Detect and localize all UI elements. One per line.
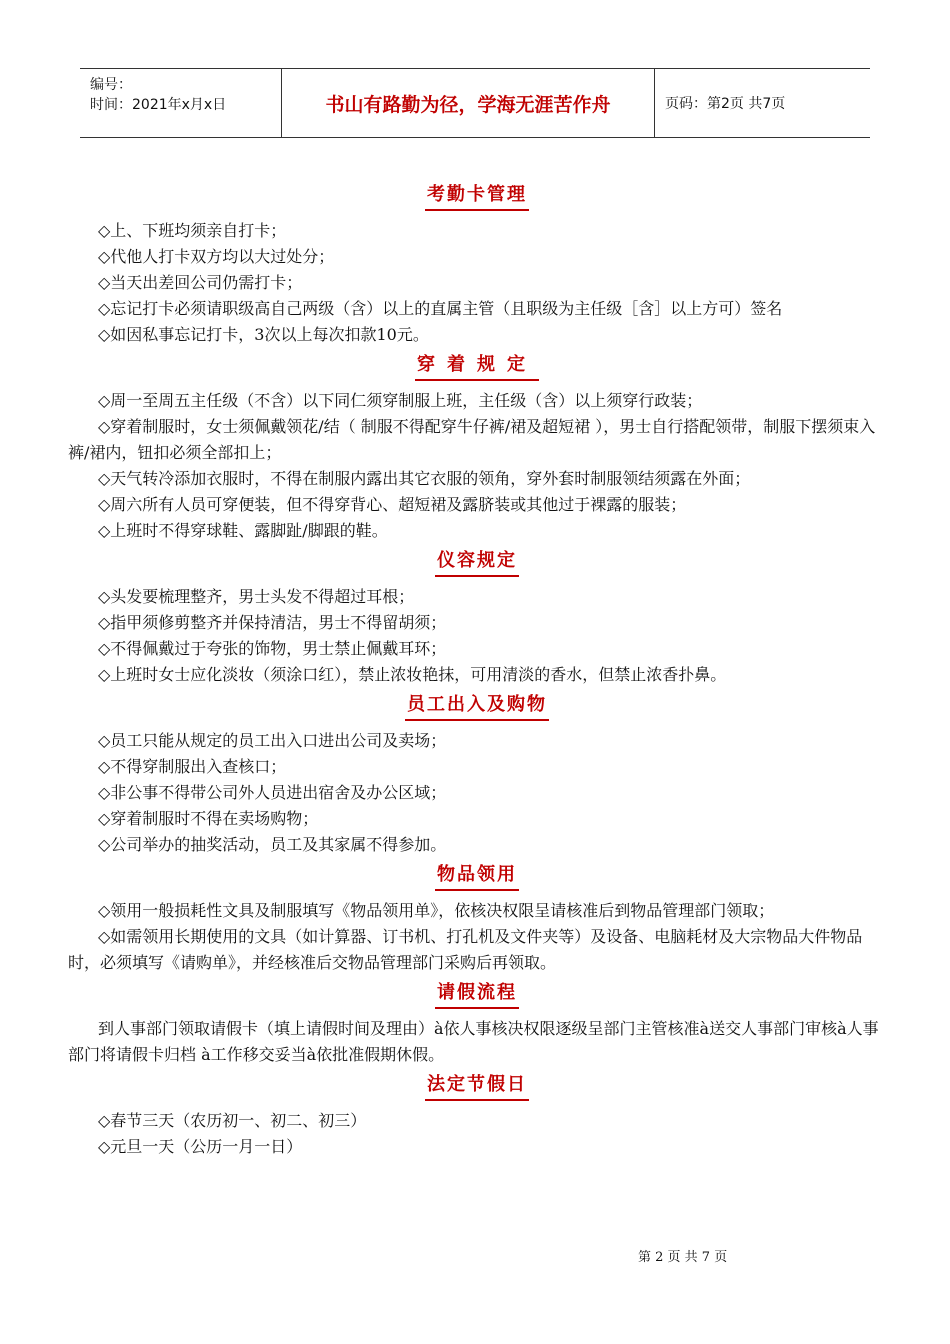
paragraph: ◇忘记打卡必须请职级高自己两级（含）以上的直属主管（且职级为主任级［含］以上方可）签名 bbox=[98, 299, 783, 318]
section-title: 请假流程 bbox=[68, 976, 886, 1010]
paragraph: ◇穿着制服时不得在卖场购物； bbox=[98, 809, 319, 828]
date-label: 时间：2021年x月x日 bbox=[90, 97, 227, 113]
paragraph: ◇周六所有人员可穿便装，但不得穿背心、超短裙及露脐装或其他过于裸露的服装； bbox=[98, 495, 687, 514]
paragraph: ◇不得佩戴过于夸张的饰物，男士禁止佩戴耳环； bbox=[98, 639, 447, 658]
paragraph: ◇公司举办的抽奖活动，员工及其家属不得参加。 bbox=[98, 835, 447, 854]
number-label: 编号： bbox=[90, 77, 132, 93]
paragraph: 到人事部门领取请假卡（填上请假时间及理由）à依人事核决权限逐级呈部门主管核准à送交人事部门审核à人事部门将请假卡归档 à工作移交妥当à依批准假期休假。 bbox=[68, 1019, 879, 1064]
section-title: 物品领用 bbox=[68, 858, 886, 892]
page-footer: 第 2 页 共 7 页 bbox=[638, 1250, 728, 1265]
paragraph: ◇上、下班均须亲自打卡； bbox=[98, 221, 287, 240]
section-title: 法定节假日 bbox=[68, 1068, 886, 1102]
header-meta-cell bbox=[80, 69, 282, 137]
paragraph: ◇元旦一天（公历一月一日） bbox=[98, 1137, 303, 1156]
paragraph: ◇员工只能从规定的员工出入口进出公司及卖场； bbox=[98, 731, 447, 750]
paragraph: ◇领用一般损耗性文具及制服填写《物品领用单》，依核决权限呈请核准后到物品管理部门领取； bbox=[98, 901, 775, 920]
paragraph: ◇如因私事忘记打卡，3次以上每次扣款10元。 bbox=[98, 325, 429, 344]
paragraph: ◇指甲须修剪整齐并保持清洁，男士不得留胡须； bbox=[98, 613, 447, 632]
paragraph: ◇头发要梳理整齐，男士头发不得超过耳根； bbox=[98, 587, 415, 606]
section-title: 仪容规定 bbox=[68, 544, 886, 578]
paragraph: ◇周一至周五主任级（不含）以下同仁须穿制服上班，主任级（含）以上须穿行政装； bbox=[98, 391, 703, 410]
paragraph: ◇不得穿制服出入查核口； bbox=[98, 757, 287, 776]
paragraph: ◇穿着制服时，女士须佩戴领花/结（ 制服不得配穿牛仔裤/裙及超短裙 ），男士自行搭配领带，制服下摆须束入裤/裙内，钮扣必须全部扣上； bbox=[68, 417, 876, 462]
paragraph: ◇非公事不得带公司外人员进出宿舍及办公区域； bbox=[98, 783, 447, 802]
paragraph: ◇如需领用长期使用的文具（如计算器、订书机、打孔机及文件夹等）及设备、电脑耗材及大宗物品大件物品时，必须填写《请购单》，并经核准后交物品管理部门采购后再领取。 bbox=[68, 927, 863, 972]
paragraph: ◇春节三天（农历初一、初二、初三） bbox=[98, 1111, 367, 1130]
paragraph: ◇上班时女士应化淡妆（须涂口红），禁止浓妆艳抹，可用清淡的香水，但禁止浓香扑鼻。 bbox=[98, 665, 727, 684]
document-body bbox=[68, 178, 886, 1160]
paragraph: ◇上班时不得穿球鞋、露脚趾/脚跟的鞋。 bbox=[98, 521, 388, 540]
section-title: 考勤卡管理 bbox=[68, 178, 886, 212]
paragraph: ◇天气转冷添加衣服时，不得在制服内露出其它衣服的领角，穿外套时制服领结须露在外面； bbox=[98, 469, 751, 488]
header-page-info: 页码：第2页 共7页 bbox=[665, 96, 786, 112]
section-title: 员工出入及购物 bbox=[68, 688, 886, 722]
section-title: 穿着规定 bbox=[68, 348, 886, 382]
header-motto: 书山有路勤为径，学海无涯苦作舟 bbox=[282, 69, 655, 137]
paragraph: ◇代他人打卡双方均以大过处分； bbox=[98, 247, 335, 266]
header-table bbox=[80, 68, 870, 138]
paragraph: ◇当天出差回公司仍需打卡； bbox=[98, 273, 303, 292]
